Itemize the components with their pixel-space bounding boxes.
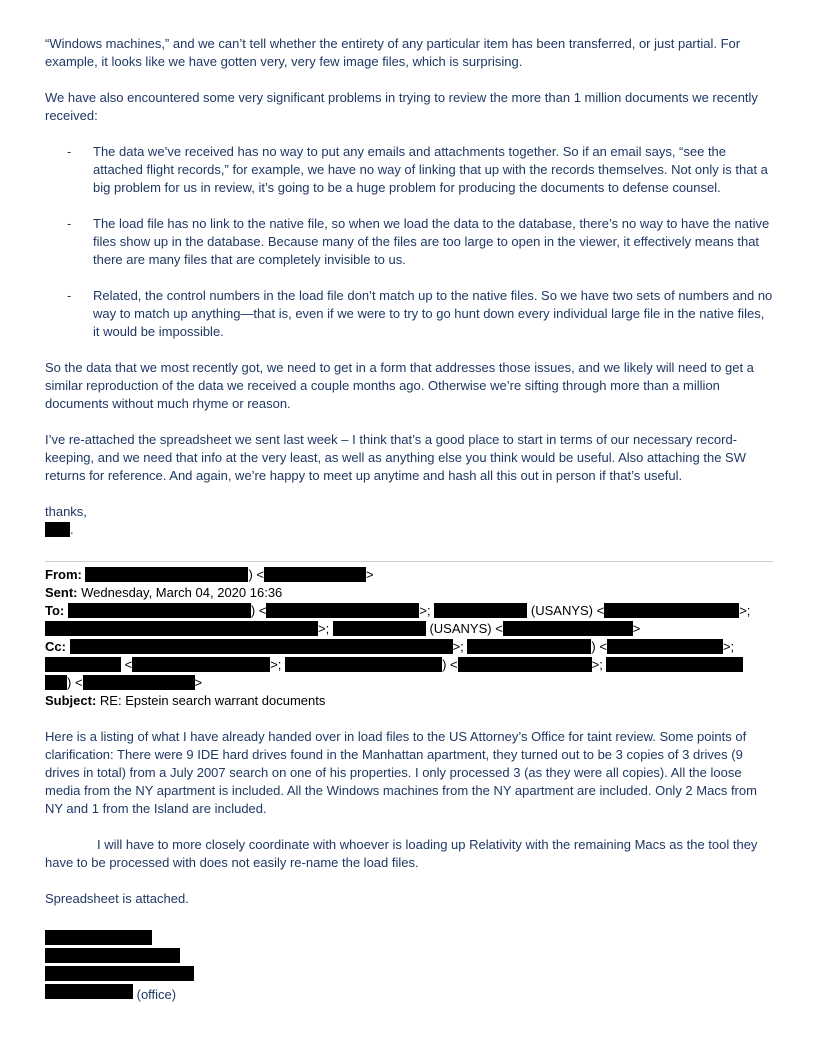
- redaction-box: [606, 657, 743, 672]
- signature-office-line: [45, 984, 773, 1002]
- redaction-box: [45, 621, 318, 636]
- signoff: thanks,: [45, 504, 87, 519]
- redaction-box: [45, 984, 133, 999]
- email-document: [45, 35, 773, 1002]
- to-line: To: ) < >; (USANYS) < >;: [45, 603, 751, 618]
- sent-value: Wednesday, March 04, 2020 16:36: [81, 585, 283, 600]
- redaction-box: [604, 603, 739, 618]
- list-item-text: The data we’ve received has no way to put any emails and attachments together. So if an email says, “see the attached flight records,” for example, we have no way of linking that up with the records themselves. Not only is that a big problem for us in review, it’s going to be a huge problem for producing the documents to defense counsel.: [93, 144, 768, 195]
- redaction-box: [45, 966, 194, 981]
- redaction-box: [266, 603, 419, 618]
- list-item-text: The load file has no link to the native file, so when we load the data to the database, there’s no way to have the native files show up in the database. Because many of the files are too large to open in the viewer, it effectively means that there are many files that are completely invisible to us.: [93, 216, 770, 267]
- cc-line-3: ) < >: [45, 674, 773, 692]
- reply-paragraph-3: Spreadsheet is attached.: [45, 891, 189, 906]
- to-line-2: >; (USANYS) < >: [45, 620, 773, 638]
- body-paragraph-2: We have also encountered some very significant problems in trying to review the more than 1 million documents we recently received:: [45, 90, 758, 123]
- redaction-box: [45, 675, 67, 690]
- cc-label: Cc:: [45, 639, 66, 654]
- redaction-box: [458, 657, 592, 672]
- cc-line: Cc: >; ) < >;: [45, 639, 735, 654]
- cc-line-2: < >; ) < >;: [45, 656, 773, 674]
- redaction-box: [503, 621, 633, 636]
- redaction-box: [83, 675, 195, 690]
- from-line: From: ) < >: [45, 567, 374, 582]
- subject-label: Subject:: [45, 693, 97, 708]
- redaction-box: [45, 657, 121, 672]
- office-label: (office): [136, 987, 177, 1002]
- list-item: [45, 143, 773, 197]
- redaction-box: [132, 657, 270, 672]
- redaction-box: [434, 603, 527, 618]
- redaction-box: [45, 948, 180, 963]
- bullet-dash: -: [67, 288, 72, 303]
- subject-line: [45, 692, 773, 710]
- to-label: To:: [45, 603, 65, 618]
- body-paragraph-1: “Windows machines,” and we can’t tell whether the entirety of any particular item has been transferred, or just partial. For example, it looks like we have gotten very, very few image files, which is surprising.: [45, 36, 741, 69]
- redaction-box: [68, 603, 251, 618]
- redaction-box: [467, 639, 591, 654]
- body-paragraph-3: So the data that we most recently got, we need to get in a form that addresses those issues, and we likely will need to get a similar reproduction of the data we received a couple months ago. Otherwise we’re sifting through more than a million documents without much rhyme or reason.: [45, 360, 754, 411]
- header-divider: [45, 561, 773, 562]
- list-item: [45, 287, 773, 341]
- redaction-box: [264, 567, 366, 582]
- from-label: From:: [45, 567, 82, 582]
- redaction-box: [85, 567, 248, 582]
- body-paragraph-4: I’ve re-attached the spreadsheet we sent last week – I think that’s a good place to start in terms of our necessary record-keeping, and we need that info at the very least, as well as anything else you think would be useful. Also attaching the SW returns for reference. And again, we’re happy to meet up anytime and hash all this out in person if that’s useful.: [45, 432, 746, 483]
- email-header: [45, 566, 773, 710]
- redaction-box: [45, 930, 152, 945]
- subject-value: RE: Epstein search warrant documents: [99, 693, 326, 708]
- issue-list: [45, 143, 773, 341]
- list-item: [45, 215, 773, 269]
- signature-block: [45, 930, 773, 1002]
- list-item-text: Related, the control numbers in the load file don’t match up to the native files. So we have two sets of numbers and no way to match up anything—that is, even if we were to try to go hunt down every individual large file in the native files, it would be impossible.: [93, 288, 773, 339]
- bullet-dash: -: [67, 144, 72, 159]
- redaction-box: [70, 639, 453, 654]
- reply-paragraph-1: Here is a listing of what I have already handed over in load files to the US Attorney’s Office for taint review. Some points of clarification: There were 9 IDE hard drives found in the Manhattan apartment, they turned out to be 3 copies of 3 drives (9 drives in total) from a July 2007 search on one of his properties. I only processed 3 (as they were all copies). All the loose media from the NY apartment is included. All the Windows machines from the NY apartment are included. Only 2 Macs from NY and 1 from the Island are included.: [45, 729, 757, 816]
- redaction-box: [333, 621, 426, 636]
- redaction-box: [45, 522, 70, 537]
- sent-line: [45, 584, 773, 602]
- reply-paragraph-2: I will have to more closely coordinate with whoever is loading up Relativity with the remaining Macs as the tool they have to be processed with does not easily re-name the load files.: [45, 837, 758, 870]
- bullet-dash: -: [67, 216, 72, 231]
- sent-label: Sent:: [45, 585, 78, 600]
- redaction-box: [285, 657, 442, 672]
- signoff-name: .: [45, 521, 773, 539]
- redaction-box: [607, 639, 723, 654]
